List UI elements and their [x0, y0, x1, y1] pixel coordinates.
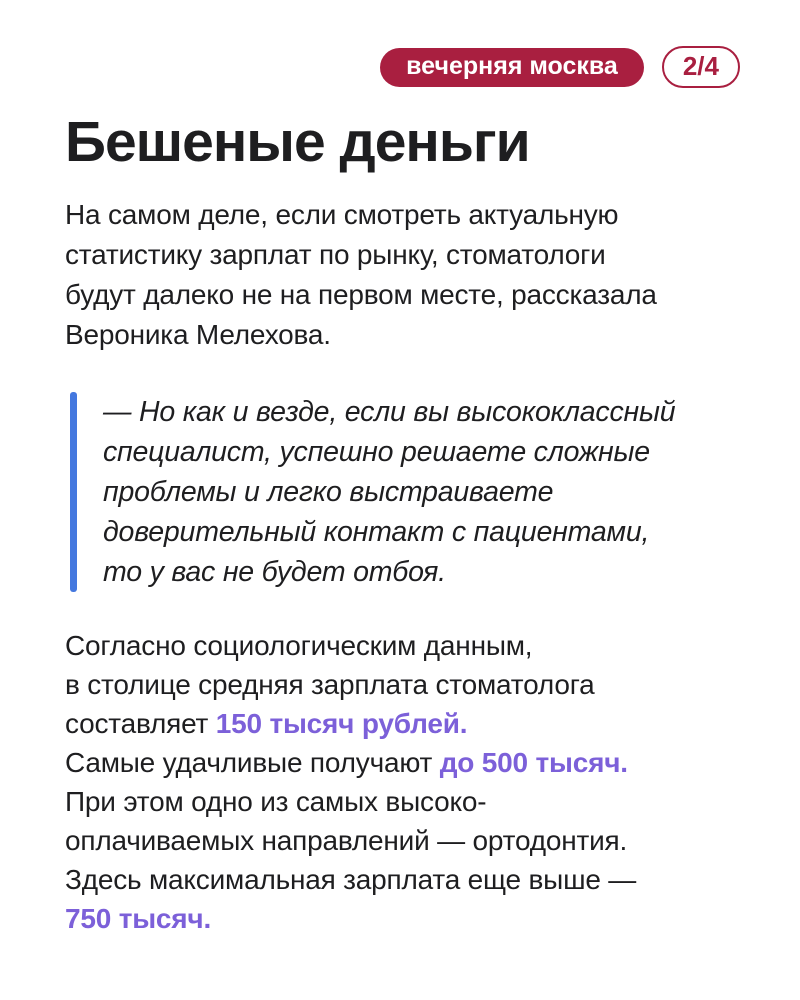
text-line: [65, 704, 745, 743]
stats-paragraph: [65, 626, 745, 938]
text-line: [103, 432, 675, 472]
text-line: [103, 512, 675, 552]
text-segment: доверительный контакт с пациентами,: [103, 515, 650, 548]
page-indicator-badge: [662, 46, 740, 88]
text-segment: На самом деле, если смотреть актуальную: [65, 198, 619, 230]
text-segment: — Но как и везде, если вы высококлассный: [103, 395, 676, 428]
text-segment: будут далеко не на первом месте, рассказала: [65, 278, 657, 310]
text-line: [65, 860, 745, 899]
text-line: [103, 552, 675, 592]
text-segment: в столице средняя зарплата стоматолога: [65, 668, 595, 700]
quote-text: [77, 392, 675, 592]
brand-badge: [380, 48, 644, 87]
text-segment: статистику зарплат по рынку, стоматологи: [65, 238, 606, 270]
text-line: [65, 235, 745, 275]
text-segment: Вероника Мелехова.: [65, 318, 331, 350]
text-line: [65, 821, 745, 860]
text-line: [65, 899, 745, 938]
text-line: [65, 782, 745, 821]
page-title: Бешеные деньги: [65, 110, 530, 174]
salary-highlight: 150 тысяч рублей.: [215, 707, 468, 739]
intro-paragraph: [65, 195, 745, 355]
text-segment: специалист, успешно решаете сложные: [103, 435, 650, 468]
text-line: [65, 315, 745, 355]
salary-highlight: 750 тысяч.: [65, 902, 212, 934]
text-segment: то у вас не будет отбоя.: [103, 555, 446, 588]
page-indicator-label: 2/4: [682, 51, 719, 81]
text-line: [103, 392, 675, 432]
text-line: [103, 472, 675, 512]
text-segment: Здесь максимальная зарплата еще выше —: [65, 863, 637, 895]
text-line: [65, 195, 745, 235]
text-segment: оплачиваемых направлений — ортодонтия.: [65, 824, 628, 856]
text-line: [65, 743, 745, 782]
text-line: [65, 665, 745, 704]
text-segment: При этом одно из самых высоко-: [65, 785, 487, 817]
text-segment: проблемы и легко выстраиваете: [103, 475, 554, 508]
text-segment: Согласно социологическим данным,: [65, 629, 533, 661]
text-line: [65, 626, 745, 665]
quote-block: [70, 392, 745, 592]
quote-accent-bar: [70, 392, 77, 592]
text-line: [65, 275, 745, 315]
text-segment: Самые удачливые получают: [65, 746, 440, 778]
text-segment: составляет: [65, 707, 216, 739]
salary-highlight: до 500 тысяч.: [439, 746, 628, 778]
header: [0, 0, 800, 88]
brand-badge-label: вечерняя москва: [406, 51, 618, 80]
